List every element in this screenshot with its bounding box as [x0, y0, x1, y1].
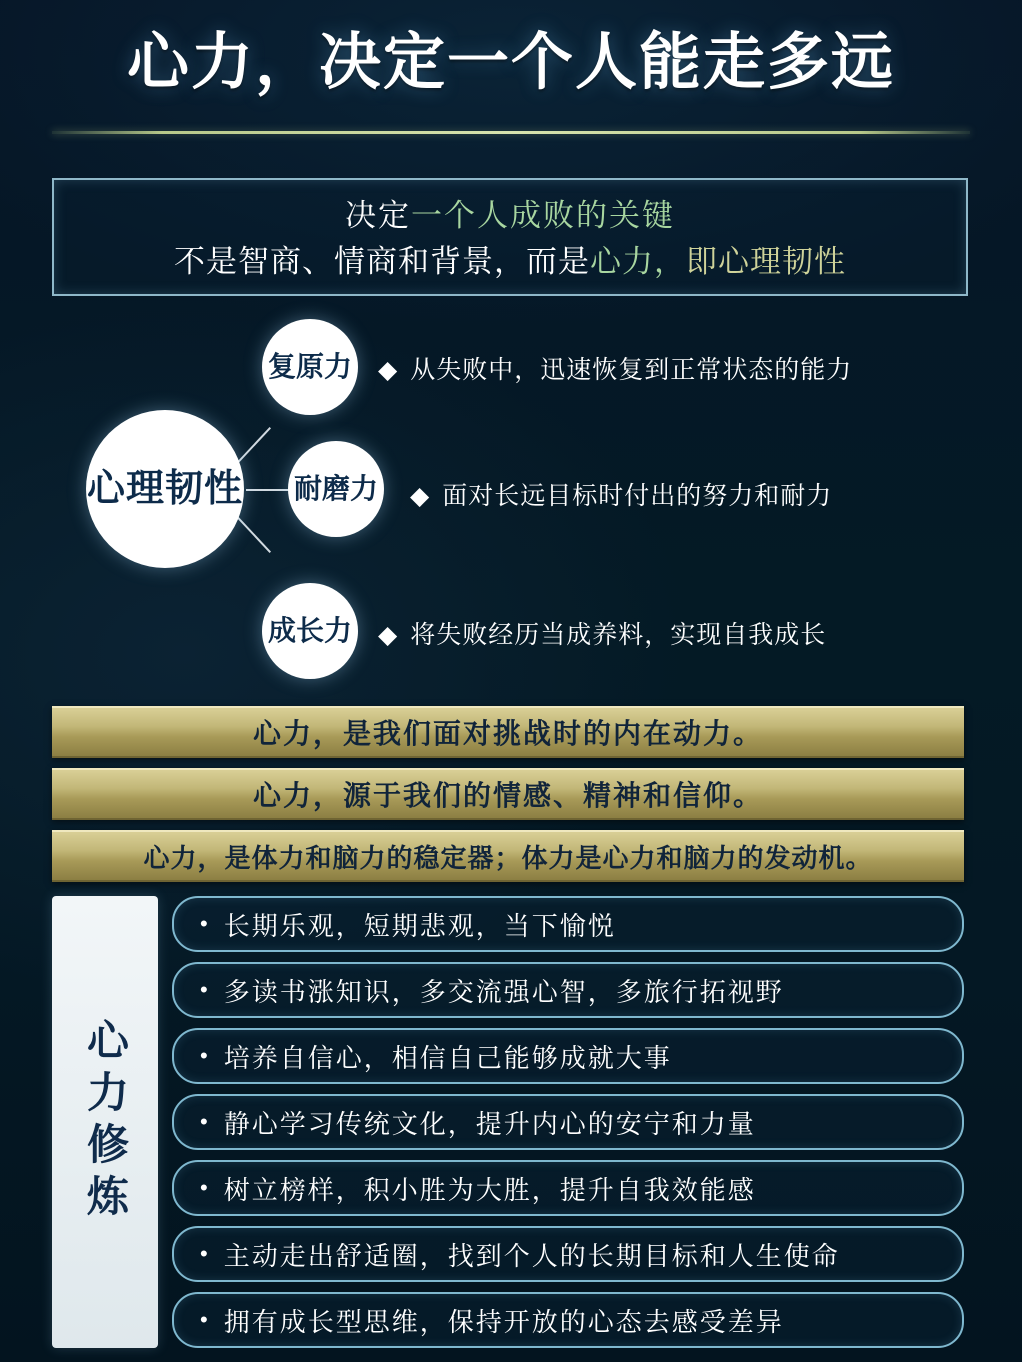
list-item-text: 静心学习传统文化，提升内心的安宁和力量: [223, 1109, 756, 1140]
diamond-bullet-icon: ◆: [378, 620, 399, 649]
gold-bar-3: [52, 830, 964, 882]
diamond-bullet-icon: ◆: [410, 481, 431, 510]
mindmap-branch-label-1: 复原力: [267, 350, 352, 384]
key-line1-part1: 决定: [345, 198, 411, 234]
bullet-icon: •: [200, 1109, 208, 1134]
poster-title-wrap: [0, 26, 1022, 97]
key-point-line-2: [54, 236, 966, 281]
mindmap: [0, 300, 1022, 690]
key-line1-part2: 一个人成败的关键: [411, 198, 675, 234]
mindmap-branch-label-3: 成长力: [267, 614, 352, 648]
mindmap-description-3: [378, 615, 826, 651]
list-item-text: 培养自信心，相信自己能够成就大事: [223, 1043, 672, 1074]
title-divider: [52, 131, 970, 134]
list-item: [172, 1160, 964, 1216]
edge-core-to-branch-2: [246, 489, 290, 491]
gold-bar-text-1: 心力，是我们面对挑战时的内在动力。: [252, 717, 763, 750]
mindmap-branch-node-2: [288, 441, 384, 537]
list-item-text: 树立榜样，积小胜为大胜，提升自我效能感: [223, 1175, 756, 1206]
key-point-line-1: [54, 190, 966, 235]
practice-list: [172, 896, 964, 1348]
gold-bar-text-2: 心力，源于我们的情感、精神和信仰。: [252, 779, 763, 812]
list-item: [172, 896, 964, 952]
gold-statement-bars: [52, 706, 964, 892]
list-item: [172, 962, 964, 1018]
page-title: 心力，决定一个人能走多远: [126, 25, 895, 98]
bullet-icon: •: [200, 977, 208, 1002]
bullet-icon: •: [200, 1043, 208, 1068]
mindmap-description-text-2: 面对长远目标时付出的努力和耐力: [442, 481, 833, 510]
list-item: [172, 1226, 964, 1282]
key-line2-part1: 不是智商、情商和背景，而是: [174, 244, 590, 280]
list-item: [172, 1292, 964, 1348]
practice-section-label: [52, 896, 158, 1348]
bullet-icon: •: [200, 1241, 208, 1266]
mindmap-description-text-1: 从失败中，迅速恢复到正常状态的能力: [410, 355, 853, 384]
mindmap-core-label: 心理韧性: [86, 466, 243, 511]
mindmap-core-node: [86, 410, 244, 568]
gold-bar-text-3: 心力，是体力和脑力的稳定器；体力是心力和脑力的发动机。: [143, 843, 873, 874]
mindmap-branch-node-1: [262, 319, 358, 415]
key-point-box: [52, 178, 968, 296]
practice-section-label-text: 心力修炼: [81, 1018, 131, 1226]
mindmap-description-1: [378, 350, 852, 386]
list-item: [172, 1028, 964, 1084]
diamond-bullet-icon: ◆: [378, 355, 399, 384]
list-item-text: 主动走出舒适圈，找到个人的长期目标和人生使命: [223, 1241, 840, 1272]
key-line2-part2: 心力，: [590, 244, 686, 280]
list-item: [172, 1094, 964, 1150]
bullet-icon: •: [200, 1175, 208, 1200]
list-item-text: 拥有成长型思维，保持开放的心态去感受差异: [223, 1307, 784, 1338]
mindmap-description-2: [410, 476, 832, 512]
bullet-icon: •: [200, 1307, 208, 1332]
key-line2-part3: 即心理韧性: [686, 244, 846, 280]
mindmap-description-text-3: 将失败经历当成养料，实现自我成长: [410, 620, 827, 649]
practice-section: [52, 896, 964, 1348]
mindmap-branch-node-3: [262, 583, 358, 679]
gold-bar-2: [52, 768, 964, 820]
gold-bar-1: [52, 706, 964, 758]
bullet-icon: •: [200, 911, 208, 936]
list-item-text: 多读书涨知识，多交流强心智，多旅行拓视野: [223, 977, 784, 1008]
mindmap-branch-label-2: 耐磨力: [293, 472, 378, 506]
list-item-text: 长期乐观，短期悲观，当下愉悦: [223, 911, 616, 942]
